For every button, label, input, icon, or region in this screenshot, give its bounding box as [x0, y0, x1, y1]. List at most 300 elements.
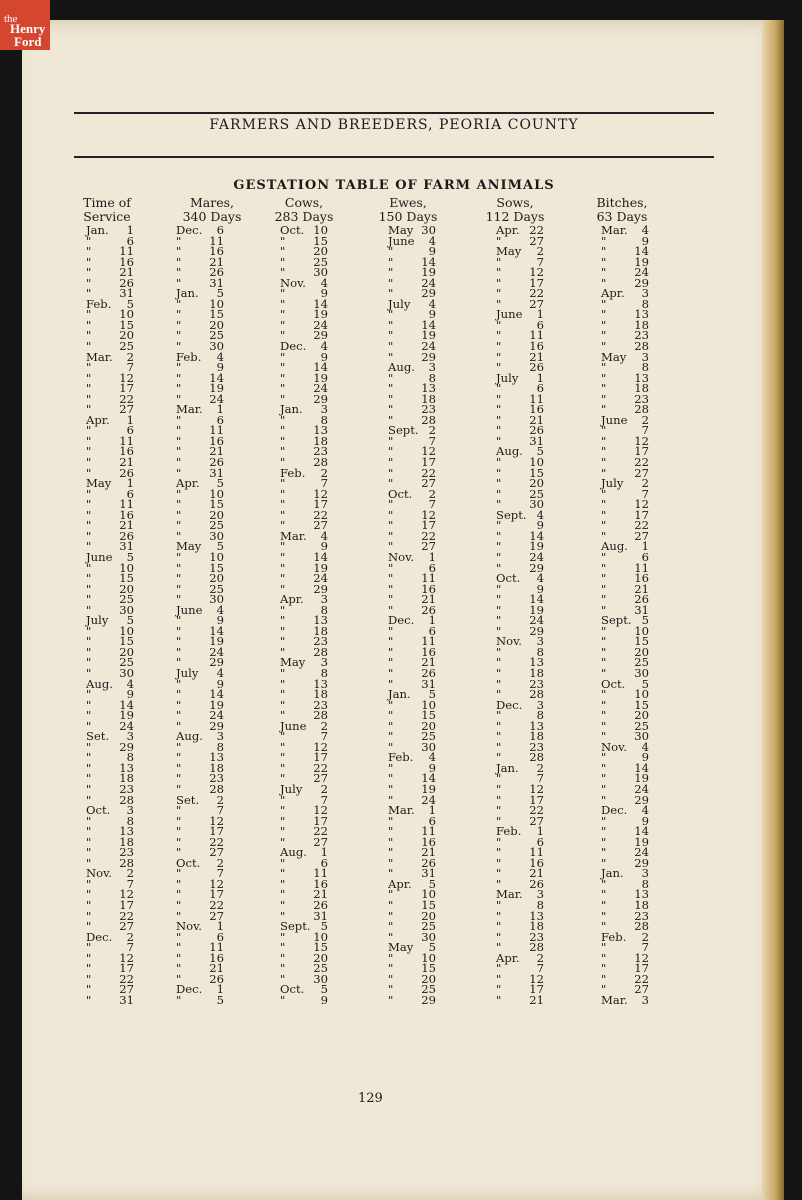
- month-label: ": [86, 687, 92, 702]
- month-label: Dec.: [86, 929, 113, 944]
- day-number: 6: [126, 423, 134, 438]
- column-header-cows: [259, 196, 349, 224]
- month-label: ": [86, 739, 92, 754]
- month-label: ": [388, 866, 394, 881]
- day-number: 22: [313, 760, 328, 775]
- day-number: 11: [421, 634, 436, 649]
- month-label: ": [176, 845, 182, 860]
- day-number: 14: [421, 771, 436, 786]
- day-number: 29: [634, 855, 649, 870]
- day-number: 14: [209, 370, 224, 385]
- day-number: 29: [209, 718, 224, 733]
- month-label: ": [280, 571, 286, 586]
- month-label: ": [86, 265, 92, 280]
- day-number: 26: [421, 855, 436, 870]
- day-number: 8: [641, 876, 649, 891]
- month-label: ": [86, 391, 92, 406]
- month-label: ": [176, 961, 182, 976]
- day-number: 15: [119, 634, 134, 649]
- month-label: ": [86, 665, 92, 680]
- month-label: ": [280, 729, 286, 744]
- month-label: ": [86, 708, 92, 723]
- column-header-line2: 283 Days: [274, 209, 334, 224]
- month-label: ": [388, 729, 394, 744]
- month-label: ": [388, 455, 394, 470]
- month-label: ": [601, 845, 607, 860]
- month-label: Apr.: [280, 592, 304, 607]
- month-label: ": [86, 919, 92, 934]
- day-number: 15: [209, 497, 224, 512]
- month-label: ": [601, 402, 607, 417]
- month-label: July: [388, 296, 411, 311]
- day-number: 8: [536, 708, 544, 723]
- month-label: ": [388, 992, 394, 1007]
- month-label: ": [388, 644, 394, 659]
- mares-dates-column: [176, 225, 232, 1005]
- day-number: 5: [428, 940, 436, 955]
- month-label: ": [280, 486, 286, 501]
- month-label: June: [176, 602, 203, 617]
- day-number: 23: [313, 444, 328, 459]
- day-number: 2: [216, 855, 224, 870]
- day-number: 10: [529, 455, 544, 470]
- month-label: ": [86, 792, 92, 807]
- day-number: 17: [529, 982, 544, 997]
- day-number: 9: [320, 992, 328, 1007]
- day-number: 22: [529, 223, 544, 237]
- day-number: 12: [529, 265, 544, 280]
- day-number: 20: [313, 950, 328, 965]
- day-number: 2: [536, 760, 544, 775]
- day-number: 22: [421, 528, 436, 543]
- month-label: July: [176, 665, 199, 680]
- running-header: [74, 112, 714, 133]
- month-label: ": [601, 760, 607, 775]
- day-number: 29: [119, 739, 134, 754]
- month-label: ": [496, 803, 502, 818]
- month-label: ": [496, 813, 502, 828]
- day-number: 10: [209, 549, 224, 564]
- month-label: July: [86, 613, 109, 628]
- month-label: ": [86, 539, 92, 554]
- month-label: Mar.: [176, 402, 203, 417]
- day-number: 10: [313, 929, 328, 944]
- month-label: ": [388, 402, 394, 417]
- day-number: 7: [320, 792, 328, 807]
- day-number: 19: [529, 602, 544, 617]
- month-label: May: [280, 655, 306, 670]
- day-number: 12: [634, 950, 649, 965]
- day-number: 19: [421, 781, 436, 796]
- day-number: 11: [119, 497, 134, 512]
- day-number: 14: [529, 592, 544, 607]
- month-label: ": [280, 940, 286, 955]
- day-number: 12: [313, 739, 328, 754]
- month-label: ": [280, 834, 286, 849]
- month-label: ": [601, 497, 607, 512]
- day-number: 8: [126, 750, 134, 765]
- day-number: 9: [428, 760, 436, 775]
- day-number: 12: [119, 370, 134, 385]
- bitches-dates-column: [601, 225, 657, 1005]
- month-label: ": [280, 771, 286, 786]
- month-label: Feb.: [388, 750, 414, 765]
- day-number: 9: [320, 539, 328, 554]
- day-number: 1: [126, 412, 134, 427]
- month-label: ": [280, 476, 286, 491]
- day-number: 12: [529, 971, 544, 986]
- column-header-line1: Sows,: [496, 195, 534, 210]
- column-header-line2: 340 Days: [182, 209, 242, 224]
- month-label: ": [496, 455, 502, 470]
- month-label: ": [496, 676, 502, 691]
- month-label: ": [86, 233, 92, 248]
- column-header-line2: Service: [83, 209, 131, 224]
- day-number: 22: [119, 971, 134, 986]
- day-number: 30: [313, 971, 328, 986]
- month-label: Apr.: [496, 950, 520, 965]
- service-dates-column: [86, 225, 142, 1005]
- day-number: 10: [119, 623, 134, 638]
- day-number: 7: [428, 433, 436, 448]
- day-number: 11: [421, 824, 436, 839]
- day-number: 25: [119, 655, 134, 670]
- day-number: 8: [216, 739, 224, 754]
- day-number: 20: [119, 328, 134, 343]
- month-label: ": [176, 760, 182, 775]
- month-label: ": [388, 497, 394, 512]
- day-number: 27: [529, 813, 544, 828]
- day-number: 2: [126, 349, 134, 364]
- month-label: ": [601, 961, 607, 976]
- day-number: 11: [119, 433, 134, 448]
- day-number: 26: [209, 265, 224, 280]
- day-number: 7: [216, 803, 224, 818]
- month-label: ": [388, 781, 394, 796]
- month-label: ": [176, 634, 182, 649]
- month-label: ": [280, 929, 286, 944]
- day-number: 4: [641, 739, 649, 754]
- day-number: 9: [320, 286, 328, 301]
- day-number: 6: [536, 381, 544, 396]
- day-number: 17: [313, 750, 328, 765]
- month-label: ": [496, 866, 502, 881]
- day-number: 14: [313, 296, 328, 311]
- month-label: Aug.: [280, 845, 307, 860]
- month-label: ": [280, 328, 286, 343]
- day-number: 2: [320, 718, 328, 733]
- month-label: ": [601, 834, 607, 849]
- day-number: 20: [634, 644, 649, 659]
- month-label: ": [388, 507, 394, 522]
- month-label: May: [496, 244, 522, 259]
- month-label: ": [601, 307, 607, 322]
- month-label: ": [601, 855, 607, 870]
- month-label: ": [86, 898, 92, 912]
- day-number: 4: [216, 349, 224, 364]
- logo-line-the: the: [4, 13, 18, 25]
- day-number: 7: [126, 940, 134, 955]
- day-number: 16: [634, 571, 649, 586]
- day-number: 10: [209, 486, 224, 501]
- month-label: Nov.: [388, 549, 414, 564]
- day-number: 23: [313, 697, 328, 712]
- day-number: 5: [216, 286, 224, 301]
- month-label: ": [280, 254, 286, 269]
- month-label: ": [86, 644, 92, 659]
- day-number: 7: [536, 254, 544, 269]
- day-number: 23: [529, 739, 544, 754]
- month-label: ": [86, 771, 92, 786]
- month-label: ": [601, 465, 607, 480]
- month-label: ": [176, 750, 182, 765]
- day-number: 12: [421, 444, 436, 459]
- day-number: 1: [126, 223, 134, 237]
- month-label: ": [86, 845, 92, 860]
- day-number: 31: [209, 275, 224, 290]
- day-number: 30: [209, 339, 224, 354]
- month-label: ": [86, 950, 92, 965]
- day-number: 4: [320, 275, 328, 290]
- month-label: ": [280, 317, 286, 332]
- month-label: ": [86, 781, 92, 796]
- month-label: ": [388, 254, 394, 269]
- day-number: 27: [119, 402, 134, 417]
- month-label: ": [176, 644, 182, 659]
- month-label: ": [86, 497, 92, 512]
- day-number: 28: [119, 792, 134, 807]
- day-number: 5: [641, 676, 649, 691]
- month-label: ": [388, 602, 394, 617]
- month-label: ": [496, 729, 502, 744]
- day-number: 4: [536, 507, 544, 522]
- day-number: 1: [428, 549, 436, 564]
- day-number: 18: [529, 729, 544, 744]
- day-number: 19: [634, 254, 649, 269]
- day-number: 2: [126, 866, 134, 881]
- day-number: 29: [313, 391, 328, 406]
- month-label: ": [388, 961, 394, 976]
- day-number: 19: [313, 307, 328, 322]
- day-number: 4: [216, 665, 224, 680]
- month-label: Oct.: [280, 982, 305, 997]
- day-number: 5: [216, 476, 224, 491]
- month-label: ": [601, 771, 607, 786]
- month-label: ": [280, 233, 286, 248]
- month-label: ": [388, 834, 394, 849]
- day-number: 13: [313, 676, 328, 691]
- day-number: 12: [119, 887, 134, 902]
- day-number: 3: [320, 592, 328, 607]
- month-label: June: [496, 307, 523, 322]
- day-number: 16: [209, 950, 224, 965]
- day-number: 4: [216, 602, 224, 617]
- day-number: 21: [529, 992, 544, 1007]
- day-number: 8: [320, 412, 328, 427]
- day-number: 10: [119, 307, 134, 322]
- month-label: ": [388, 349, 394, 364]
- month-label: ": [280, 887, 286, 902]
- month-label: ": [86, 876, 92, 891]
- day-number: 25: [119, 592, 134, 607]
- day-number: 27: [421, 476, 436, 491]
- day-number: 17: [209, 887, 224, 902]
- month-label: Aug.: [496, 444, 523, 459]
- day-number: 16: [209, 244, 224, 259]
- day-number: 27: [209, 845, 224, 860]
- day-number: 29: [634, 275, 649, 290]
- month-label: ": [176, 455, 182, 470]
- day-number: 6: [320, 855, 328, 870]
- month-label: ": [388, 760, 394, 775]
- day-number: 31: [313, 908, 328, 923]
- month-label: ": [86, 518, 92, 533]
- day-number: 14: [209, 687, 224, 702]
- month-label: ": [388, 929, 394, 944]
- month-label: July: [496, 370, 519, 385]
- month-label: Jan.: [86, 223, 109, 237]
- month-label: ": [388, 581, 394, 596]
- day-number: 29: [421, 286, 436, 301]
- month-label: ": [176, 824, 182, 839]
- day-number: 9: [428, 307, 436, 322]
- day-number: 21: [421, 845, 436, 860]
- month-label: ": [388, 898, 394, 912]
- month-label: ": [86, 381, 92, 396]
- month-label: ": [176, 971, 182, 986]
- day-number: 20: [119, 644, 134, 659]
- month-label: Apr.: [388, 876, 412, 891]
- month-label: ": [601, 339, 607, 354]
- day-number: 7: [641, 940, 649, 955]
- day-number: 6: [216, 929, 224, 944]
- month-label: ": [280, 370, 286, 385]
- month-label: ": [86, 465, 92, 480]
- month-label: ": [496, 275, 502, 290]
- day-number: 15: [119, 317, 134, 332]
- month-label: Mar.: [601, 992, 628, 1007]
- day-number: 21: [209, 254, 224, 269]
- page-number: 129: [358, 1091, 383, 1106]
- month-label: ": [86, 813, 92, 828]
- month-label: ": [388, 813, 394, 828]
- day-number: 26: [421, 602, 436, 617]
- month-label: Sept.: [601, 613, 632, 628]
- month-label: ": [388, 887, 394, 902]
- month-label: ": [280, 455, 286, 470]
- month-label: ": [280, 824, 286, 839]
- month-label: Mar.: [280, 528, 307, 543]
- month-label: ": [86, 992, 92, 1007]
- day-number: 13: [634, 887, 649, 902]
- day-number: 15: [421, 961, 436, 976]
- month-label: ": [496, 929, 502, 944]
- month-label: ": [388, 824, 394, 839]
- month-label: Aug.: [86, 676, 113, 691]
- month-label: ": [496, 286, 502, 301]
- day-number: 16: [421, 581, 436, 596]
- day-number: 2: [536, 244, 544, 259]
- day-number: 10: [209, 296, 224, 311]
- day-number: 28: [209, 781, 224, 796]
- month-label: ": [388, 845, 394, 860]
- day-number: 10: [421, 950, 436, 965]
- month-label: ": [601, 265, 607, 280]
- day-number: 4: [320, 339, 328, 354]
- month-label: Apr.: [601, 286, 625, 301]
- month-label: ": [388, 476, 394, 491]
- month-label: ": [601, 887, 607, 902]
- month-label: ": [601, 518, 607, 533]
- month-label: ": [496, 423, 502, 438]
- month-label: ": [601, 729, 607, 744]
- month-label: ": [388, 518, 394, 533]
- month-label: ": [496, 265, 502, 280]
- day-number: 19: [119, 708, 134, 723]
- month-label: ": [280, 602, 286, 617]
- month-label: ": [176, 244, 182, 259]
- month-label: ": [388, 444, 394, 459]
- month-label: ": [280, 634, 286, 649]
- day-number: 23: [119, 781, 134, 796]
- month-label: ": [601, 423, 607, 438]
- month-label: ": [496, 739, 502, 754]
- day-number: 22: [421, 465, 436, 480]
- month-label: Sept.: [280, 919, 311, 934]
- day-number: 12: [529, 781, 544, 796]
- day-number: 28: [529, 687, 544, 702]
- month-label: June: [86, 549, 113, 564]
- month-label: ": [86, 592, 92, 607]
- month-label: ": [280, 739, 286, 754]
- month-label: ": [86, 317, 92, 332]
- day-number: 29: [209, 655, 224, 670]
- month-label: ": [176, 771, 182, 786]
- day-number: 6: [216, 223, 224, 237]
- day-number: 16: [209, 433, 224, 448]
- day-number: 5: [216, 992, 224, 1007]
- month-label: ": [280, 381, 286, 396]
- month-label: ": [388, 971, 394, 986]
- day-number: 14: [119, 697, 134, 712]
- day-number: 27: [529, 233, 544, 248]
- day-number: 20: [209, 571, 224, 586]
- month-label: ": [601, 581, 607, 596]
- day-number: 25: [119, 339, 134, 354]
- month-label: ": [280, 581, 286, 596]
- day-number: 29: [529, 623, 544, 638]
- month-label: ": [496, 581, 502, 596]
- month-label: ": [496, 328, 502, 343]
- month-label: ": [280, 687, 286, 702]
- month-label: ": [86, 760, 92, 775]
- day-number: 26: [634, 592, 649, 607]
- day-number: 9: [126, 687, 134, 702]
- day-number: 17: [529, 275, 544, 290]
- day-number: 27: [634, 465, 649, 480]
- month-label: Apr.: [86, 412, 110, 427]
- day-number: 21: [209, 444, 224, 459]
- month-label: Mar.: [86, 349, 113, 364]
- day-number: 18: [634, 317, 649, 332]
- day-number: 7: [216, 866, 224, 881]
- day-number: 25: [209, 328, 224, 343]
- month-label: Apr.: [176, 476, 200, 491]
- month-label: ": [496, 644, 502, 659]
- month-label: ": [86, 370, 92, 385]
- month-label: ": [86, 961, 92, 976]
- month-label: ": [176, 433, 182, 448]
